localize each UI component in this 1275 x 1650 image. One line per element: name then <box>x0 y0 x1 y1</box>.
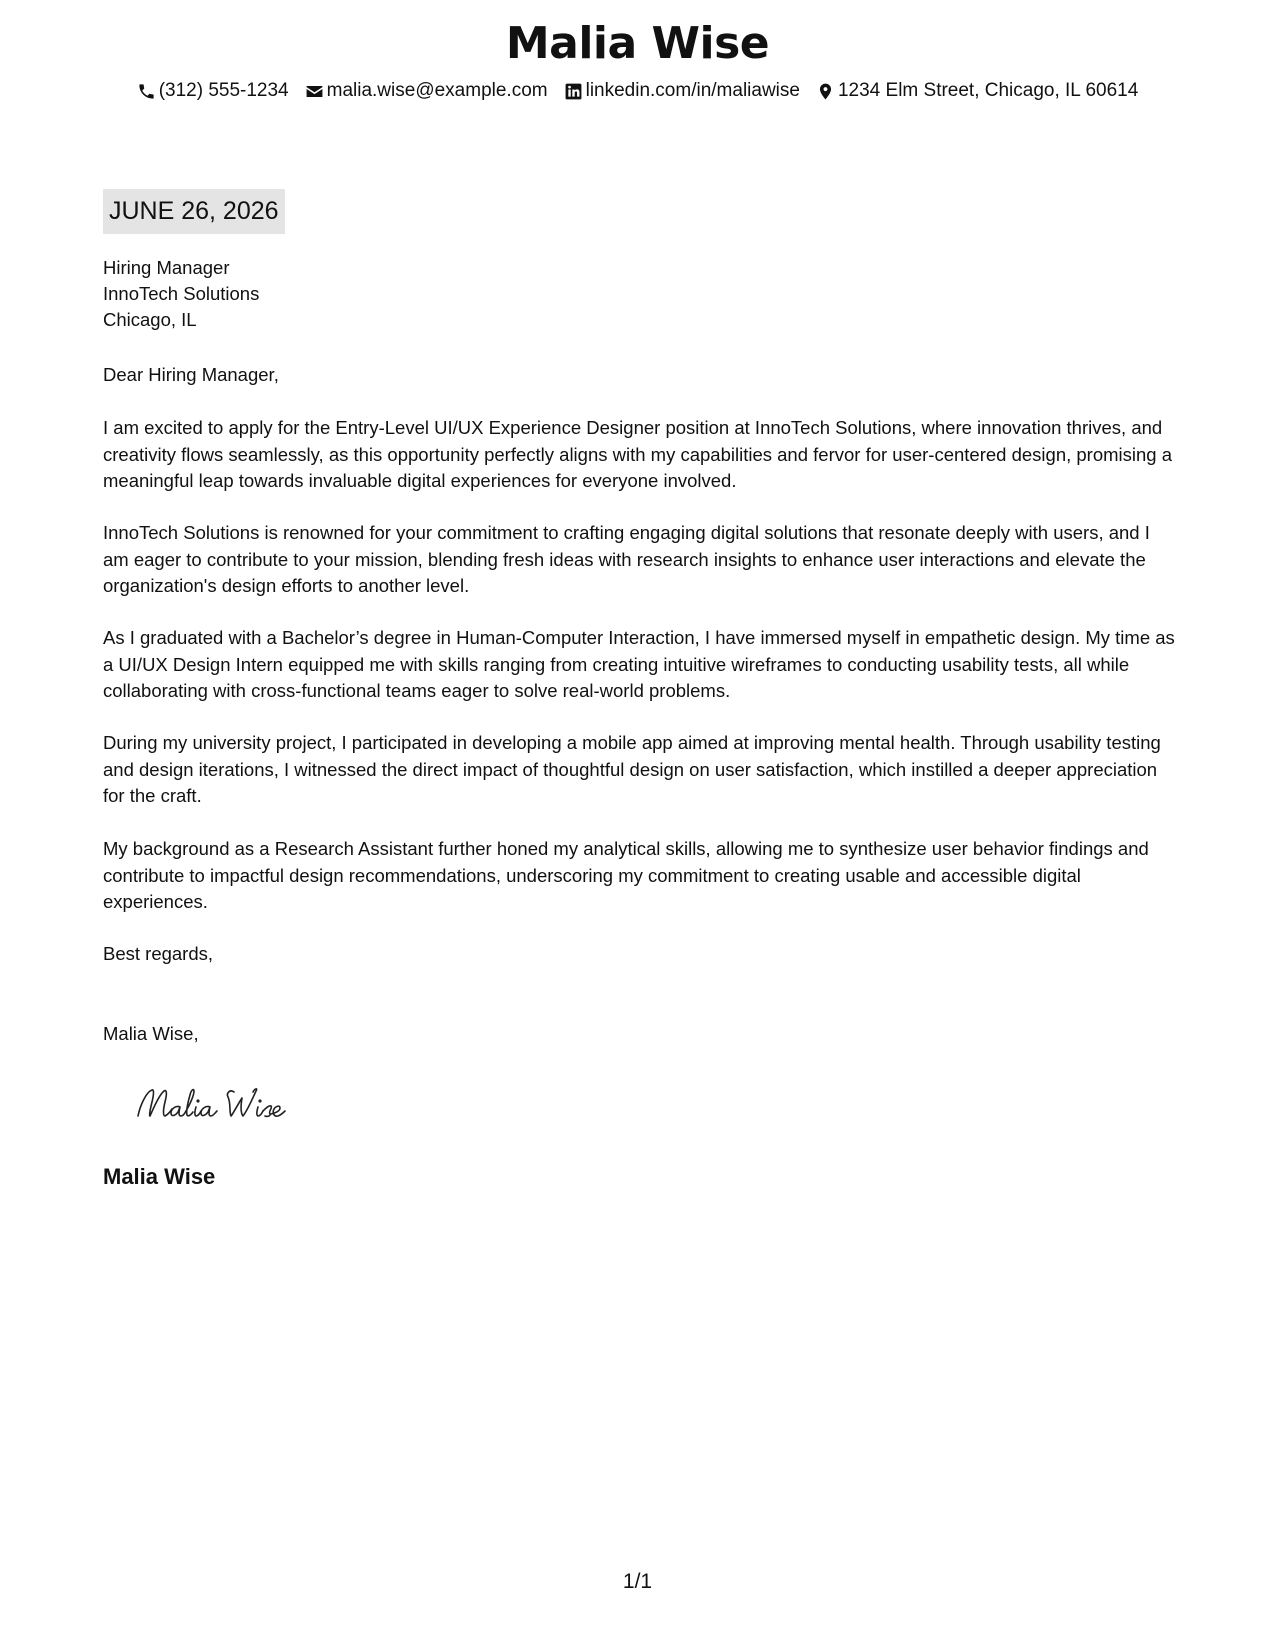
phone-number[interactable]: (312) 555-1234 <box>158 80 289 101</box>
body-paragraph-3: As I graduated with a Bachelor’s degree in Human-Computer Interaction, I have immersed myself in empathetic design. My time as a UI/UX Design Intern equipped me with skills ranging from creating intuitive wireframes to conducting usability tests, all while collaborating with cross-functional teams eager to solve real-world problems. <box>103 627 1175 701</box>
signoff-name: Malia Wise, <box>103 1023 199 1044</box>
contact-info-row <box>0 80 1275 102</box>
street-address: 1234 Elm Street, Chicago, IL 60614 <box>837 80 1139 101</box>
body-paragraph-4: During my university project, I participated in developing a mobile app aimed at improving mental health. Through usability testing and design iterations, I witnessed the direct impact of thoughtful design on user satisfaction, which instilled a deeper appreciation for the craft. <box>103 732 1161 806</box>
body-paragraph-1: I am excited to apply for the Entry-Level UI/UX Experience Designer position at InnoTech Solutions, where innovation thrives, and creativity flows seamlessly, as this opportunity perfectly aligns with my capabilities and fervor for user-centered design, promising a meaningful leap towards invaluable digital experiences for everyone involved. <box>103 417 1173 491</box>
handwritten-signature <box>130 1078 340 1130</box>
printed-name: Malia Wise <box>103 1164 216 1189</box>
contact-email <box>305 80 548 102</box>
closing-phrase: Best regards, <box>103 943 214 964</box>
salutation: Dear Hiring Manager, <box>103 364 279 385</box>
email-address[interactable]: malia.wise@example.com <box>326 80 548 101</box>
linkedin-url[interactable]: linkedin.com/in/maliawise <box>585 80 800 101</box>
recipient-company: InnoTech Solutions <box>103 283 260 304</box>
envelope-icon <box>305 82 324 101</box>
letter-date: JUNE 26, 2026 <box>103 189 285 234</box>
recipient-block <box>103 255 259 333</box>
body-paragraph-2: InnoTech Solutions is renowned for your commitment to crafting engaging digital solutions that resonate deeply with users, and I am eager to contribute to your mission, blending fresh ideas with research insights to enhance user interactions and elevate the organization's design efforts to another level. <box>103 522 1150 596</box>
map-pin-icon <box>816 82 835 101</box>
contact-phone <box>137 80 289 102</box>
phone-icon <box>137 82 156 101</box>
body-paragraph-5: My background as a Research Assistant further honed my analytical skills, allowing me to synthesize user behavior findings and contribute to impactful design recommendations, underscoring my commitment to creating usable and accessible digital experiences. <box>103 838 1149 912</box>
page-number: 1/1 <box>622 1570 653 1593</box>
contact-address <box>816 80 1138 102</box>
linkedin-icon <box>564 82 583 101</box>
recipient-location: Chicago, IL <box>103 309 197 330</box>
applicant-name-heading: Malia Wise <box>505 18 770 69</box>
contact-linkedin <box>564 80 800 102</box>
recipient-title: Hiring Manager <box>103 257 230 278</box>
